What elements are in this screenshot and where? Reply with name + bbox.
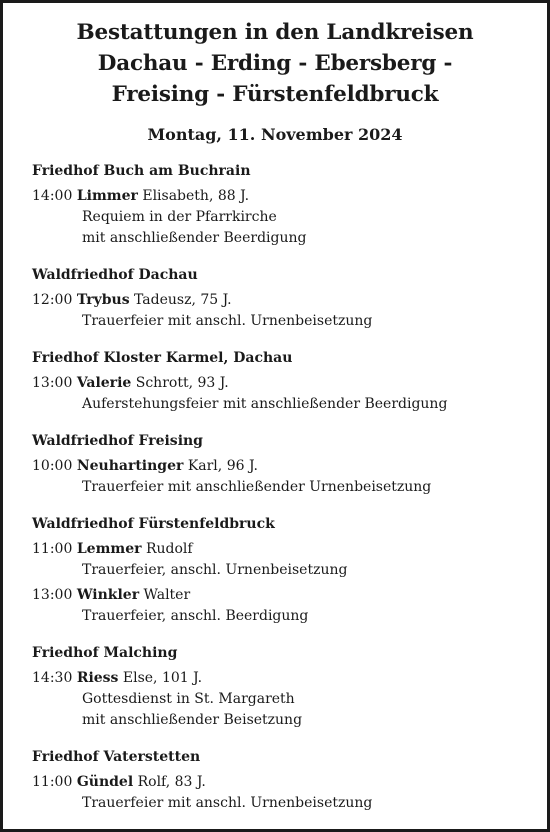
cemetery-section xyxy=(32,643,539,731)
entry-detail: Requiem in der Pfarrkirche xyxy=(82,209,277,225)
entry-surname: Trybus xyxy=(76,292,130,308)
cemetery-section xyxy=(32,348,539,415)
entry-name-age: Tadeusz, 75 J. xyxy=(134,292,232,308)
entry-headline xyxy=(32,668,539,689)
cemetery-section xyxy=(32,514,539,627)
entry-name-age: Rudolf xyxy=(145,541,193,557)
entry-time: 10:00 xyxy=(32,458,73,474)
title-line: Freising - Fürstenfeldbruck xyxy=(111,82,439,107)
entry-headline xyxy=(32,290,539,311)
entry-detail: mit anschließender Beisetzung xyxy=(82,712,303,728)
title-line: Bestattungen in den Landkreisen xyxy=(76,20,474,45)
entry-surname: Limmer xyxy=(76,188,138,204)
entry-headline xyxy=(32,373,539,394)
entry-headline xyxy=(32,772,539,793)
cemetery-name: Waldfriedhof Freising xyxy=(32,433,203,449)
entry-detail: Trauerfeier mit anschl. Urnenbeisetzung xyxy=(82,795,373,811)
entry-time: 13:00 xyxy=(32,587,73,603)
burial-entry xyxy=(32,373,539,415)
entry-detail: Gottesdienst in St. Margareth xyxy=(82,691,295,707)
entry-detail: Trauerfeier mit anschließender Urnenbeisetzung xyxy=(82,479,432,495)
entry-detail: Trauerfeier, anschl. Beerdigung xyxy=(82,608,309,624)
entry-detail: Trauerfeier mit anschl. Urnenbeisetzung xyxy=(82,313,373,329)
notice-title xyxy=(3,17,547,110)
cemetery-name: Waldfriedhof Fürstenfeldbruck xyxy=(32,516,275,532)
entry-headline xyxy=(32,539,539,560)
burial-entry xyxy=(32,456,539,498)
burial-entry xyxy=(32,539,539,581)
entry-time: 12:00 xyxy=(32,292,73,308)
entry-name-age: Schrott, 93 J. xyxy=(135,375,229,391)
cemetery-name: Friedhof Buch am Buchrain xyxy=(32,163,251,179)
entry-surname: Neuhartinger xyxy=(76,458,184,474)
cemetery-name: Friedhof Kloster Karmel, Dachau xyxy=(32,350,293,366)
entry-name-age: Else, 101 J. xyxy=(122,670,203,686)
entry-name-age: Walter xyxy=(143,587,191,603)
entry-name-age: Rolf, 83 J. xyxy=(137,774,206,790)
entry-name-age: Elisabeth, 88 J. xyxy=(142,188,250,204)
entry-surname: Lemmer xyxy=(76,541,142,557)
cemetery-section xyxy=(32,265,539,332)
cemetery-name: Waldfriedhof Dachau xyxy=(32,267,198,283)
entry-surname: Valerie xyxy=(76,375,132,391)
entry-surname: Winkler xyxy=(76,587,140,603)
entry-detail: mit anschließender Beerdigung xyxy=(82,230,307,246)
entry-surname: Gündel xyxy=(76,774,134,790)
entry-headline xyxy=(32,456,539,477)
entry-name-age: Karl, 96 J. xyxy=(187,458,258,474)
entry-time: 11:00 xyxy=(32,774,73,790)
entry-time: 13:00 xyxy=(32,375,73,391)
cemetery-section xyxy=(32,747,539,814)
entry-surname: Riess xyxy=(76,670,119,686)
burial-list xyxy=(32,161,539,814)
cemetery-name: Friedhof Malching xyxy=(32,645,178,661)
burial-entry xyxy=(32,772,539,814)
burial-entry xyxy=(32,186,539,249)
entry-time: 14:00 xyxy=(32,188,73,204)
burial-entry xyxy=(32,668,539,731)
cemetery-name: Friedhof Vaterstetten xyxy=(32,749,201,765)
cemetery-section xyxy=(32,161,539,249)
entry-detail: Auferstehungsfeier mit anschließender Beerdigung xyxy=(82,396,448,412)
entry-detail: Trauerfeier, anschl. Urnenbeisetzung xyxy=(82,562,348,578)
entry-headline xyxy=(32,585,539,606)
entry-time: 14:30 xyxy=(32,670,73,686)
entry-headline xyxy=(32,186,539,207)
title-line: Dachau - Erding - Ebersberg - xyxy=(97,51,453,76)
burial-entry xyxy=(32,585,539,627)
entry-time: 11:00 xyxy=(32,541,73,557)
cemetery-section xyxy=(32,431,539,498)
notice-date: Montag, 11. November 2024 xyxy=(147,125,403,144)
burial-entry xyxy=(32,290,539,332)
